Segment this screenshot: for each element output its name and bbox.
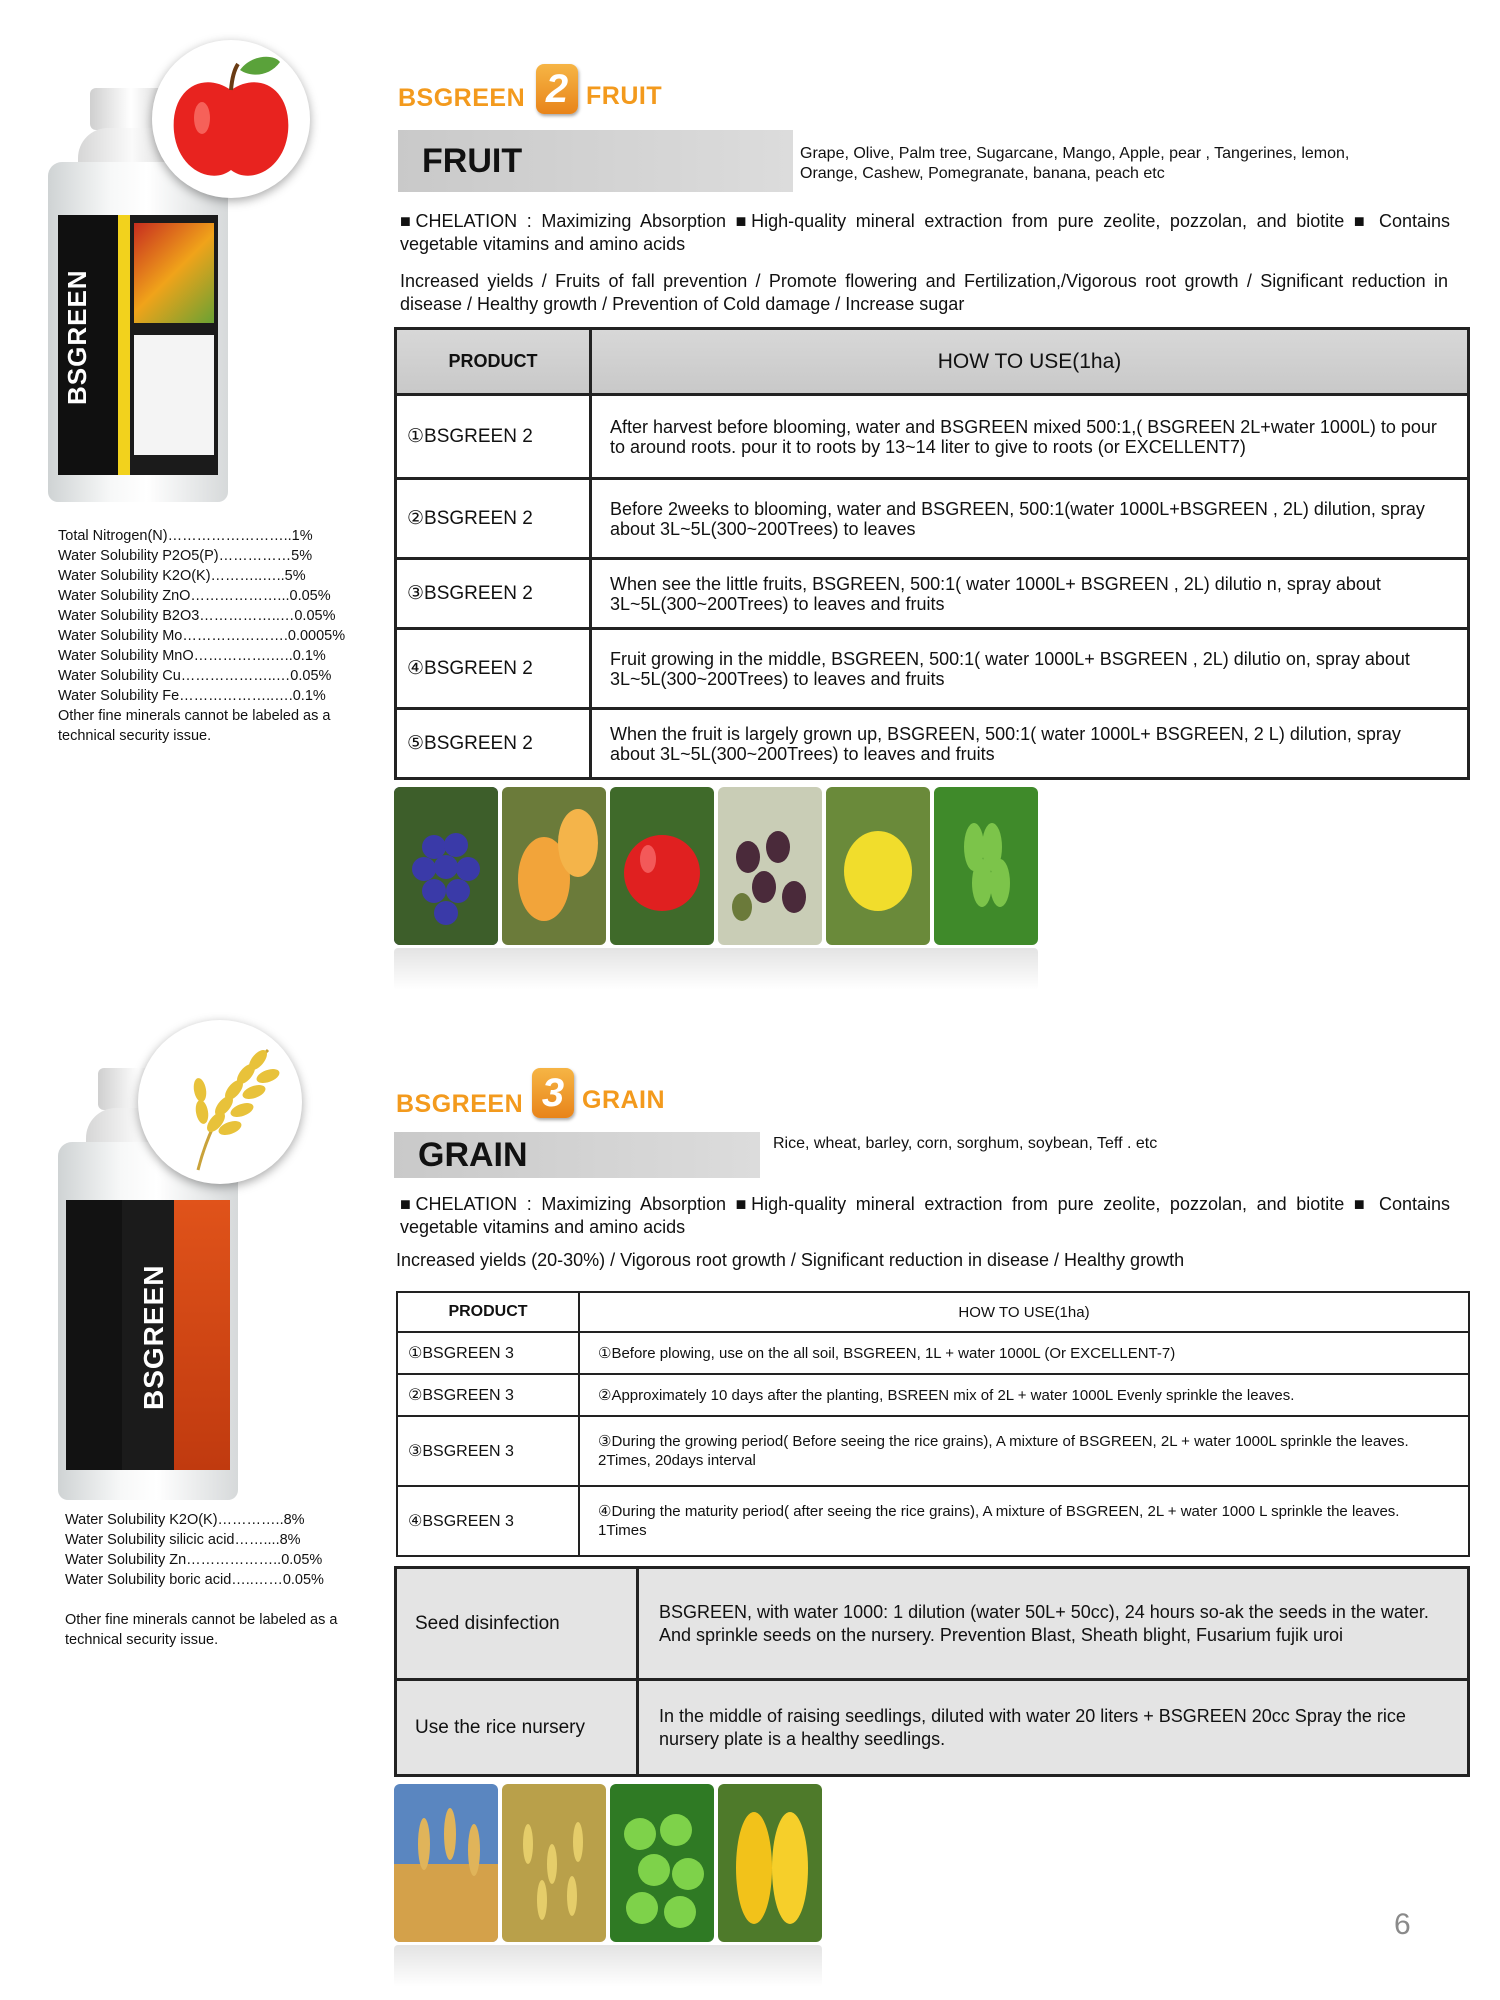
row-label: Use the rice nursery	[396, 1680, 638, 1776]
product-cell: ③BSGREEN 3	[397, 1416, 579, 1486]
usage-cell: After harvest before blooming, water and BSGREEN mixed 500:1,( BSGREEN 2L+water 1000L) to pour to around roots. pour it to roots by 13~14 liter to give to roots (or EXCELLENT7)	[591, 395, 1469, 479]
usage-cell: ④During the maturity period( after seeing the rice grains), A mixture of BSGREEN, 2L + water 1000 L sprinkle the leaves. 1Times	[579, 1486, 1469, 1556]
bottle-label-logo-text: BSGREEN	[62, 269, 92, 405]
table-row	[397, 1374, 1469, 1416]
table-row	[396, 629, 1469, 709]
spec-line: Water Solubility Mo………………….0.0005%	[58, 628, 346, 644]
usage-cell: ③During the growing period( Before seeing the rice grains), A mixture of BSGREEN, 2L + water 1000L sprinkle the leaves. 2Times, 20days interval	[579, 1416, 1469, 1486]
fruit-brand-heading	[398, 60, 698, 120]
banana-photo	[934, 787, 1038, 945]
usage-cell: ②Approximately 10 days after the planting, BSREEN mix of 2L + water 1000L Evenly sprinkle the leaves.	[579, 1374, 1469, 1416]
rice-circle-badge	[138, 1020, 302, 1184]
fruit-crop-list: Grape, Olive, Palm tree, Sugarcane, Mango, Apple, pear , Tangerines, lemon, Orange, Cashew, Pomegranate, banana, peach etc	[800, 145, 1350, 182]
grain-brand-heading	[396, 1062, 696, 1122]
fruit-benefits: Increased yields / Fruits of fall prevention / Promote flowering and Fertilization,/Vigorous root growth / Significant reduction in disease / Healthy growth / Prevention of Cold damage / Increase sugar	[400, 271, 1448, 314]
spec-line: Water Solubility ZnO………………...0.05%	[58, 588, 331, 604]
table-row	[396, 1568, 1469, 1680]
row-text: BSGREEN, with water 1000: 1 dilution (water 50L+ 50cc), 24 hours so-ak the seeds in the water. And sprinkle seeds on the nursery. Prevention Blast, Sheath blight, Fusarium fujik uroi	[638, 1568, 1469, 1680]
fruit-spec-list	[58, 526, 398, 746]
grain-title-bar	[394, 1132, 760, 1178]
table-row	[397, 1416, 1469, 1486]
spec-line: Water Solubility Fe………………..….0.1%	[58, 688, 326, 704]
fruit-usage-table	[394, 327, 1470, 780]
grain-spec-list	[65, 1510, 385, 1650]
fruit-brand-category: FRUIT	[586, 82, 663, 110]
mango-photo	[502, 787, 606, 945]
fruit-title-bar	[398, 130, 793, 192]
grain-brand-category: GRAIN	[582, 1086, 666, 1114]
grain-features: ■CHELATION : Maximizing Absorption ■High-quality mineral extraction from pure zeolite, pozzolan, and biotite ■ Contains vegetable vitamins and amino acids	[400, 1194, 1450, 1237]
fruit-brand-name: BSGREEN	[398, 84, 526, 112]
table-header-row	[397, 1292, 1469, 1332]
grain-bottle-illustration	[58, 1020, 338, 1500]
spec-line: Water Solubility Cu………………..…0.05%	[58, 668, 332, 684]
corn-photo	[718, 1784, 822, 1942]
spec-note: Other fine minerals cannot be labeled as a technical security issue.	[65, 1612, 338, 1648]
product-cell: ①BSGREEN 2	[396, 395, 591, 479]
usage-cell: Fruit growing in the middle, BSGREEN, 500:1( water 1000L+ BSGREEN , 2L) dilutio on, spray about 3L~5L(300~200Trees) to leaves and fruits	[591, 629, 1469, 709]
spec-line: Water Solubility silicic acid……....8%	[65, 1532, 301, 1548]
product-cell: ①BSGREEN 3	[397, 1332, 579, 1374]
grain-number-badge: 3	[532, 1068, 574, 1118]
usage-cell: ①Before plowing, use on the all soil, BSGREEN, 1L + water 1000L (Or EXCELLENT-7)	[579, 1332, 1469, 1374]
spec-line: Water Solubility K2O(K)………..…..5%	[58, 568, 306, 584]
table-header-row	[396, 329, 1469, 395]
spec-line: Water Solubility P2O5(P)……………5%	[58, 548, 313, 564]
product-column-header: PRODUCT	[396, 329, 591, 395]
grain-title: GRAIN	[418, 1136, 528, 1174]
table-row	[396, 479, 1469, 559]
olive-photo	[718, 787, 822, 945]
table-row	[396, 709, 1469, 779]
product-cell: ③BSGREEN 2	[396, 559, 591, 629]
page-number: 6	[1394, 1908, 1411, 1941]
grape-photo	[394, 787, 498, 945]
spec-note: Other fine minerals cannot be labeled as a technical security issue.	[58, 708, 331, 744]
table-row	[396, 1680, 1469, 1776]
usage-cell: Before 2weeks to blooming, water and BSGREEN, 500:1(water 1000L+BSGREEN , 2L) dilution, spray about 3L~5L(300~200Trees) to leaves	[591, 479, 1469, 559]
wheat-photo	[394, 1784, 498, 1942]
product-cell: ②BSGREEN 2	[396, 479, 591, 559]
apple-photo	[610, 787, 714, 945]
product-cell: ②BSGREEN 3	[397, 1374, 579, 1416]
apple-circle-badge	[152, 40, 310, 198]
photo-reflection	[394, 1945, 822, 1987]
grain-usage-table	[396, 1291, 1470, 1557]
product-cell: ④BSGREEN 2	[396, 629, 591, 709]
spec-line: Water Solubility Zn………………..0.05%	[65, 1552, 323, 1568]
usage-cell: When the fruit is largely grown up, BSGREEN, 500:1( water 1000L+ BSGREEN, 2 L) dilution, spray about 3L~5L(300~200Trees) to leaves and fruits	[591, 709, 1469, 779]
pea-photo	[610, 1784, 714, 1942]
grain-crop-list: Rice, wheat, barley, corn, sorghum, soybean, Teff . etc	[773, 1135, 1158, 1152]
product-cell: ④BSGREEN 3	[397, 1486, 579, 1556]
grain-brand-name: BSGREEN	[396, 1090, 524, 1118]
lemon-photo	[826, 787, 930, 945]
spec-line: Total Nitrogen(N)……………………..1%	[58, 528, 313, 544]
product-cell: ⑤BSGREEN 2	[396, 709, 591, 779]
usage-cell: When see the little fruits, BSGREEN, 500:1( water 1000L+ BSGREEN , 2L) dilutio n, spray about 3L~5L(300~200Trees) to leaves and fruits	[591, 559, 1469, 629]
fruit-features: ■CHELATION : Maximizing Absorption ■High-quality mineral extraction from pure zeolite, pozzolan, and biotite ■ Contains vegetable vitamins and amino acids	[400, 211, 1450, 254]
spec-line: Water Solubility B2O3……………..…0.05%	[58, 608, 336, 624]
fruit-bottle-illustration	[48, 40, 328, 500]
spec-line: Water Solubility K2O(K)…………..8%	[65, 1512, 305, 1528]
how-to-use-column-header: HOW TO USE(1ha)	[591, 329, 1469, 395]
bottle-label-logo-text: BSGREEN	[138, 1264, 169, 1410]
fruit-title: FRUIT	[422, 142, 523, 180]
table-row	[397, 1486, 1469, 1556]
row-label: Seed disinfection	[396, 1568, 638, 1680]
spec-line: Water Solubility MnO…………….…..0.1%	[58, 648, 326, 664]
table-row	[396, 559, 1469, 629]
table-row	[396, 395, 1469, 479]
product-column-header: PRODUCT	[397, 1292, 579, 1332]
photo-reflection	[394, 948, 1038, 990]
how-to-use-column-header: HOW TO USE(1ha)	[579, 1292, 1469, 1332]
bottle-label	[58, 215, 218, 475]
grain-nursery-table	[394, 1566, 1470, 1777]
table-row	[397, 1332, 1469, 1374]
spec-line: Water Solubility boric acid…..……0.05%	[65, 1572, 324, 1588]
bottle-label	[66, 1200, 230, 1470]
row-text: In the middle of raising seedlings, diluted with water 20 liters + BSGREEN 20cc Spray the rice nursery plate is a healthy seedlings.	[638, 1680, 1469, 1776]
fruit-number-badge: 2	[536, 64, 578, 114]
rice-photo	[502, 1784, 606, 1942]
grain-benefits: Increased yields (20-30%) / Vigorous root growth / Significant reduction in disease / Healthy growth	[396, 1250, 1185, 1270]
